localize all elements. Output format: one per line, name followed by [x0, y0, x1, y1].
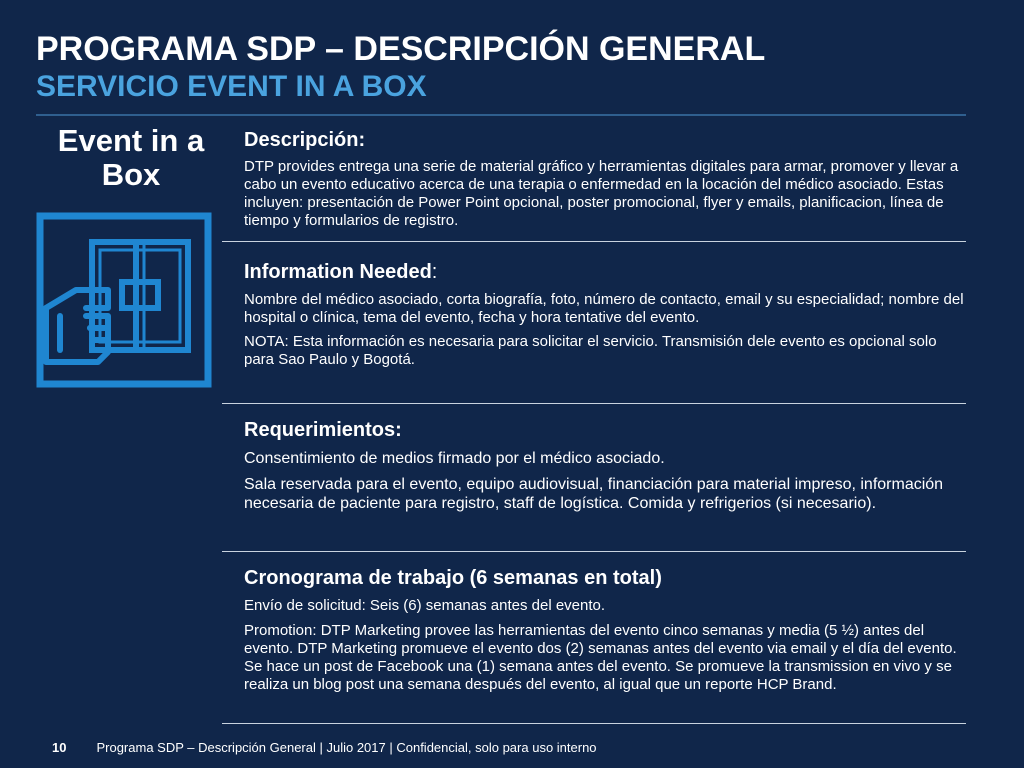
content-panel: [222, 118, 966, 724]
requerimientos-text-2: Sala reservada para el evento, equipo audiovisual, financiación para material impreso, información necesaria de paciente para registro, staff de logística. Comida y refrigerios (si necesario).: [244, 476, 944, 512]
requerimientos-heading: Requerimientos:: [244, 419, 402, 441]
hand-holding-box-icon: [36, 212, 212, 388]
information-text-1: Nombre del médico asociado, corta biografía, foto, número de contacto, email y su especialidad; nombre del hospital o clínica, tema del evento, fecha y hora tentative del evento.: [244, 291, 964, 326]
footer: [52, 740, 597, 756]
descripcion-heading: Descripción:: [244, 129, 366, 151]
information-heading-text: Information Needed: [244, 261, 432, 283]
event-in-a-box-title: [36, 124, 226, 192]
header-divider: [36, 114, 966, 116]
event-title-line-1: Event in a: [57, 123, 205, 158]
information-heading-colon: :: [431, 261, 438, 283]
requerimientos-text-1: Consentimiento de medios firmado por el médico asociado.: [244, 450, 665, 467]
page-number: 10: [52, 740, 67, 755]
section-descripcion: [222, 118, 966, 242]
section-requerimientos: [222, 404, 966, 552]
descripcion-text: DTP provides entrega una serie de material gráfico y herramientas digitales para armar, promover y llevar a cabo un evento educativo acerca de una terapia o enfermedad en la locación del médico asociado. Estas incluyen: presentación de Power Point opcional, poster promocional, flyer y emails, planificacion, línea de tiempo y formularios de registro.: [244, 158, 959, 229]
page-title: PROGRAMA SDP – DESCRIPCIÓN GENERAL: [36, 30, 766, 68]
cronograma-text-2: Promotion: DTP Marketing provee las herramientas del evento cinco semanas y media (5 ½) antes del evento. DTP Marketing promueve el evento dos (2) semanas antes del evento via email y el día del evento. Se hace un post de Facebook una (1) semana antes del evento. Se promueve la transmission en vivo y se realiza un blog post una semana después del evento, al igual que un reporte HCP Brand.: [244, 622, 957, 693]
information-note: NOTA: Esta información es necesaria para solicitar el servicio. Transmisión dele evento es opcional solo para Sao Paulo y Bogotá.: [244, 333, 937, 368]
page-subtitle: SERVICIO EVENT IN A BOX: [36, 70, 427, 103]
cronograma-text-1: Envío de solicitud: Seis (6) semanas antes del evento.: [244, 597, 606, 614]
information-heading: [244, 260, 966, 284]
footer-text: Programa SDP – Descripción General | Julio 2017 | Confidencial, solo para uso interno: [96, 740, 597, 755]
event-title-line-2: Box: [101, 157, 161, 192]
section-information-needed: [222, 242, 966, 404]
section-cronograma: [222, 552, 966, 724]
cronograma-heading: Cronograma de trabajo (6 semanas en total): [244, 567, 662, 589]
